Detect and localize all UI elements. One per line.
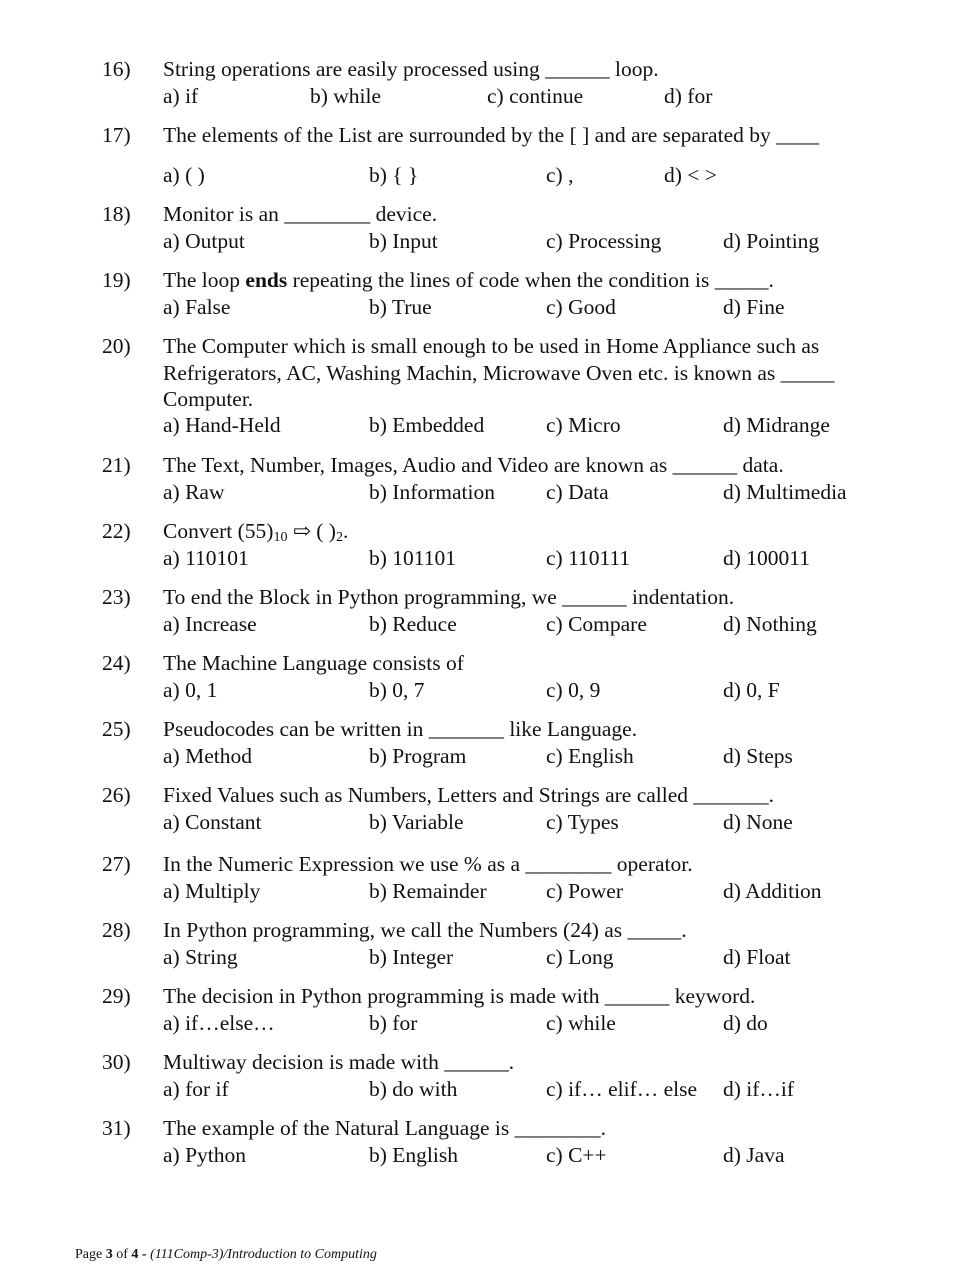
- option-a: a) ( ): [163, 163, 205, 187]
- option-d: d) < >: [664, 163, 717, 187]
- option-d: d) Pointing: [723, 229, 820, 253]
- question-number: 18): [102, 202, 131, 226]
- option-a: a) False: [163, 295, 231, 319]
- option-c: c) 110111: [546, 546, 631, 570]
- question-text: Convert $(55)_{10}$ ⇨ ( )$_2$.: [163, 519, 349, 545]
- question-number: 19): [102, 268, 131, 292]
- option-c: c) Micro: [546, 413, 621, 437]
- option-b: b) { }: [369, 163, 419, 187]
- question-text: To end the Block in Python programming, we ______ indentation.: [163, 585, 735, 609]
- option-a: a) if: [163, 84, 199, 108]
- question-text: String operations are easily processed using ______ loop.: [163, 57, 659, 81]
- option-b: b) Reduce: [369, 612, 457, 636]
- question-number: 22): [102, 519, 131, 543]
- question-number: 29): [102, 984, 131, 1008]
- question-number: 27): [102, 852, 131, 876]
- option-b: b) Information: [369, 480, 495, 504]
- question-number: 30): [102, 1050, 131, 1074]
- option-d: d) if…if: [723, 1077, 795, 1101]
- option-b: b) 0, 7: [369, 678, 425, 702]
- question-text: Multiway decision is made with ______.: [163, 1050, 515, 1074]
- question-text: Fixed Values such as Numbers, Letters and Strings are called _______.: [163, 783, 775, 807]
- question-text: The loop ends repeating the lines of code when the condition is _____.: [163, 268, 774, 292]
- question-number: 16): [102, 57, 131, 81]
- option-a: a) 110101: [163, 546, 249, 570]
- option-d: d) Fine: [723, 295, 785, 319]
- question-number: 17): [102, 123, 131, 147]
- page-footer: Page 3 of 4 - (111Comp-3)/Introduction to Computing: [75, 1247, 377, 1262]
- question-number: 28): [102, 918, 131, 942]
- question-text: The Machine Language consists of: [163, 651, 464, 675]
- option-a: a) Hand-Held: [163, 413, 281, 437]
- option-d: d) 100011: [723, 546, 810, 570]
- option-a: a) if…else…: [163, 1011, 275, 1035]
- option-b: b) Input: [369, 229, 438, 253]
- option-d: d) None: [723, 810, 793, 834]
- option-a: a) for if: [163, 1077, 229, 1101]
- option-c: c) Processing: [546, 229, 662, 253]
- option-c: c) ,: [546, 163, 574, 187]
- question-text: The elements of the List are surrounded by the [ ] and are separated by ____: [163, 123, 820, 147]
- option-b: b) Embedded: [369, 413, 485, 437]
- question-text: The Text, Number, Images, Audio and Video are known as ______ data.: [163, 453, 784, 477]
- option-d: d) Addition: [723, 879, 822, 903]
- option-d: d) Java: [723, 1143, 785, 1167]
- option-c: c) C++: [546, 1143, 607, 1167]
- question-text: Monitor is an ________ device.: [163, 202, 438, 226]
- question-number: 26): [102, 783, 131, 807]
- option-d: d) Float: [723, 945, 791, 969]
- option-a: a) Output: [163, 229, 245, 253]
- option-c: c) continue: [487, 84, 584, 108]
- question-text: Pseudocodes can be written in _______ like Language.: [163, 717, 638, 741]
- option-d: d) do: [723, 1011, 768, 1035]
- option-d: d) Multimedia: [723, 480, 847, 504]
- option-d: d) for: [664, 84, 713, 108]
- question-text: In Python programming, we call the Numbers (24) as _____.: [163, 918, 687, 942]
- option-b: b) do with: [369, 1077, 458, 1101]
- option-b: b) Integer: [369, 945, 454, 969]
- option-c: c) Power: [546, 879, 624, 903]
- option-c: c) if… elif… else: [546, 1077, 698, 1101]
- option-a: a) Constant: [163, 810, 262, 834]
- option-b: b) Program: [369, 744, 467, 768]
- question-number: 20): [102, 334, 131, 358]
- option-c: c) English: [546, 744, 634, 768]
- option-d: d) Nothing: [723, 612, 817, 636]
- option-a: a) Increase: [163, 612, 257, 636]
- option-c: c) Compare: [546, 612, 647, 636]
- question-text: The Computer which is small enough to be used in Home Appliance such as Refrigerators, AC, Washing Machin, Microwave Oven etc. is known as _____ Computer.: [163, 334, 835, 411]
- question-number: 23): [102, 585, 131, 609]
- question-number: 25): [102, 717, 131, 741]
- question-text: The decision in Python programming is made with ______ keyword.: [163, 984, 756, 1008]
- option-a: a) String: [163, 945, 238, 969]
- option-b: b) Variable: [369, 810, 464, 834]
- option-b: b) True: [369, 295, 432, 319]
- option-c: c) Good: [546, 295, 616, 319]
- question-text: The example of the Natural Language is ________.: [163, 1116, 606, 1140]
- option-b: b) Remainder: [369, 879, 487, 903]
- option-c: c) 0, 9: [546, 678, 601, 702]
- option-c: c) Data: [546, 480, 609, 504]
- question-number: 21): [102, 453, 131, 477]
- option-b: b) for: [369, 1011, 418, 1035]
- option-d: d) Steps: [723, 744, 793, 768]
- option-b: b) 101101: [369, 546, 456, 570]
- question-number: 24): [102, 651, 131, 675]
- option-a: a) Multiply: [163, 879, 261, 903]
- option-d: d) Midrange: [723, 413, 830, 437]
- option-d: d) 0, F: [723, 678, 780, 702]
- option-a: a) 0, 1: [163, 678, 218, 702]
- option-c: c) while: [546, 1011, 616, 1035]
- option-b: b) while: [310, 84, 382, 108]
- option-b: b) English: [369, 1143, 458, 1167]
- question-number: 31): [102, 1116, 131, 1140]
- option-c: c) Long: [546, 945, 614, 969]
- option-a: a) Method: [163, 744, 252, 768]
- option-a: a) Raw: [163, 480, 225, 504]
- question-text: In the Numeric Expression we use % as a ________ operator.: [163, 852, 693, 876]
- option-a: a) Python: [163, 1143, 247, 1167]
- option-c: c) Types: [546, 810, 619, 834]
